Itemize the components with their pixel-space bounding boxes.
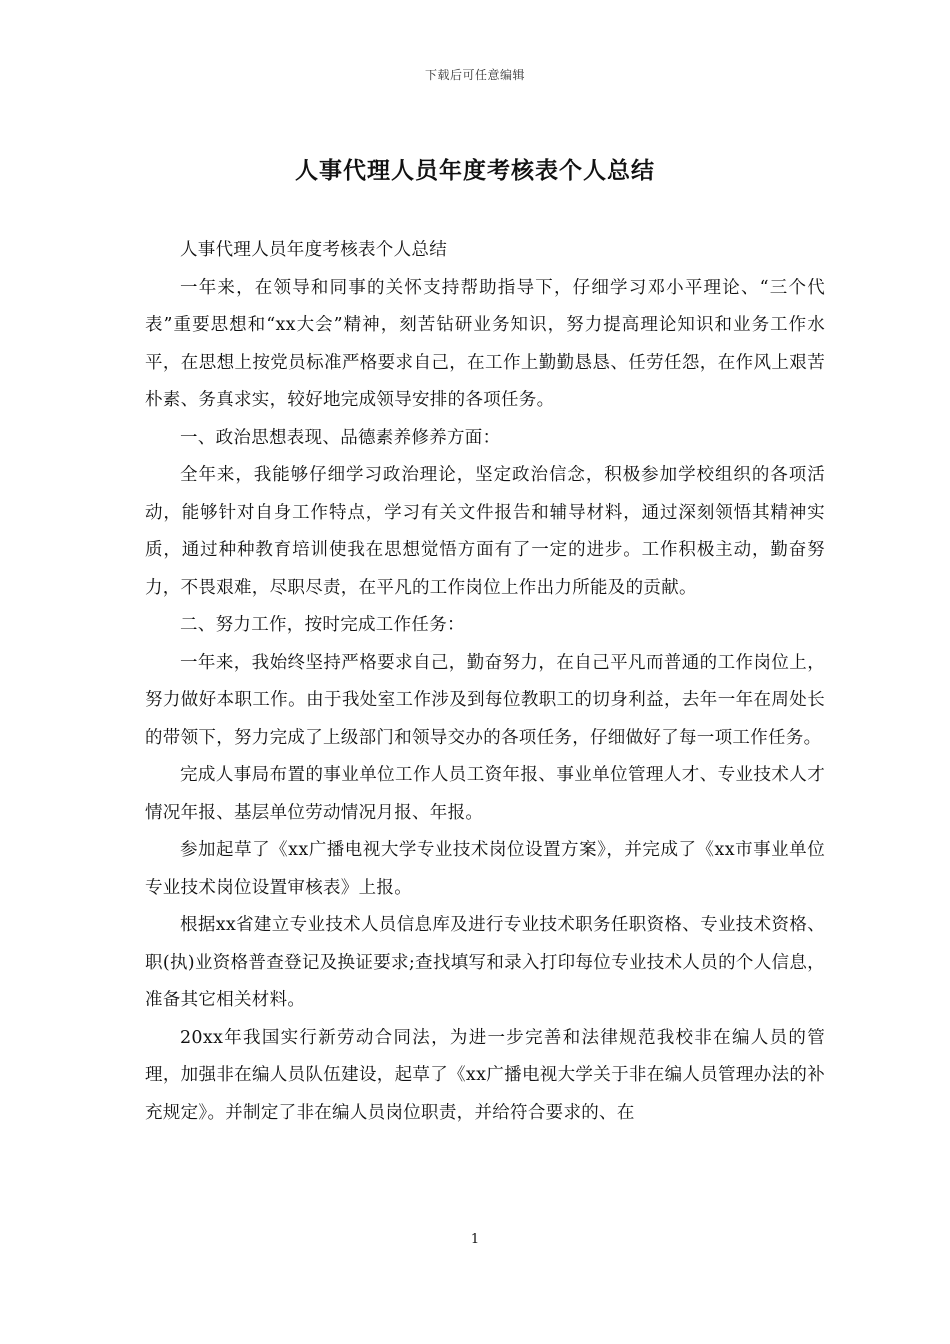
paragraph-annual-report: 完成人事局布置的事业单位工作人员工资年报、事业单位管理人才、专业技术人才情况年报、基层单位劳动情况月报、年报。 (145, 765, 825, 823)
section-heading-political: 一、政治思想表现、品德素养修养方面： (180, 427, 501, 448)
section-heading-work: 二、努力工作，按时完成工作任务： (180, 615, 465, 635)
paragraph-political: 全年来，我能够仔细学习政治理论，坚定政治信念，积极参加学校组织的各项活动，能够针对自身工作特点，学习有关文件报告和辅导材料，通过深刻领悟其精神实质，通过种种教育培训使我在思想觉悟方面有了一定的进步。工作积极主动，勤奋努力，不畏艰难，尽职尽责，在平凡的工作岗位上作出力所能及的贡献。 (145, 465, 825, 598)
page-number: 1 (470, 1232, 480, 1247)
document-title: 人事代理人员年度考核表个人总结 (295, 157, 655, 184)
paragraph-intro: 一年来，在领导和同事的关怀支持帮助指导下，仔细学习邓小平理论、“三个代表”重要思想和“xx大会”精神，刻苦钻研业务知识，努力提高理论知识和业务工作水平，在思想上按党员标准严格要求自己，在工作上勤勤恳恳、任劳任怨，在作风上艰苦朴素、务真求实，较好地完成领导安排的各项任务。 (145, 277, 825, 410)
paragraph-subtitle: 人事代理人员年度考核表个人总结 (180, 240, 447, 260)
header-note: 下载后可任意编辑 (424, 68, 525, 82)
paragraph-info-database: 根据xx省建立专业技术人员信息库及进行专业技术职务任职资格、专业技术资格、职(执)业资格普查登记及换证要求;查找填写和录入打印每位专业技术人员的个人信息，准备其它相关材料。 (145, 915, 825, 1010)
paragraph-post-setting: 参加起草了《xx广播电视大学专业技术岗位设置方案》，并完成了《xx市事业单位专业技术岗位设置审核表》上报。 (145, 840, 825, 898)
paragraph-labor-contract: 20xx年我国实行新劳动合同法，为进一步完善和法律规范我校非在编人员的管理，加强非在编人员队伍建设，起草了《xx广播电视大学关于非在编人员管理办法的补充规定》。并制定了非在编人员岗位职责，并给符合要求的、在 (145, 1027, 825, 1123)
paragraph-work: 一年来，我始终坚持严格要求自己，勤奋努力，在自己平凡而普通的工作岗位上，努力做好本职工作。由于我处室工作涉及到每位教职工的切身利益，去年一年在周处长的带领下，努力完成了上级部门和领导交办的各项任务，仔细做好了每一项工作任务。 (145, 652, 825, 748)
document-body (145, 232, 825, 1132)
